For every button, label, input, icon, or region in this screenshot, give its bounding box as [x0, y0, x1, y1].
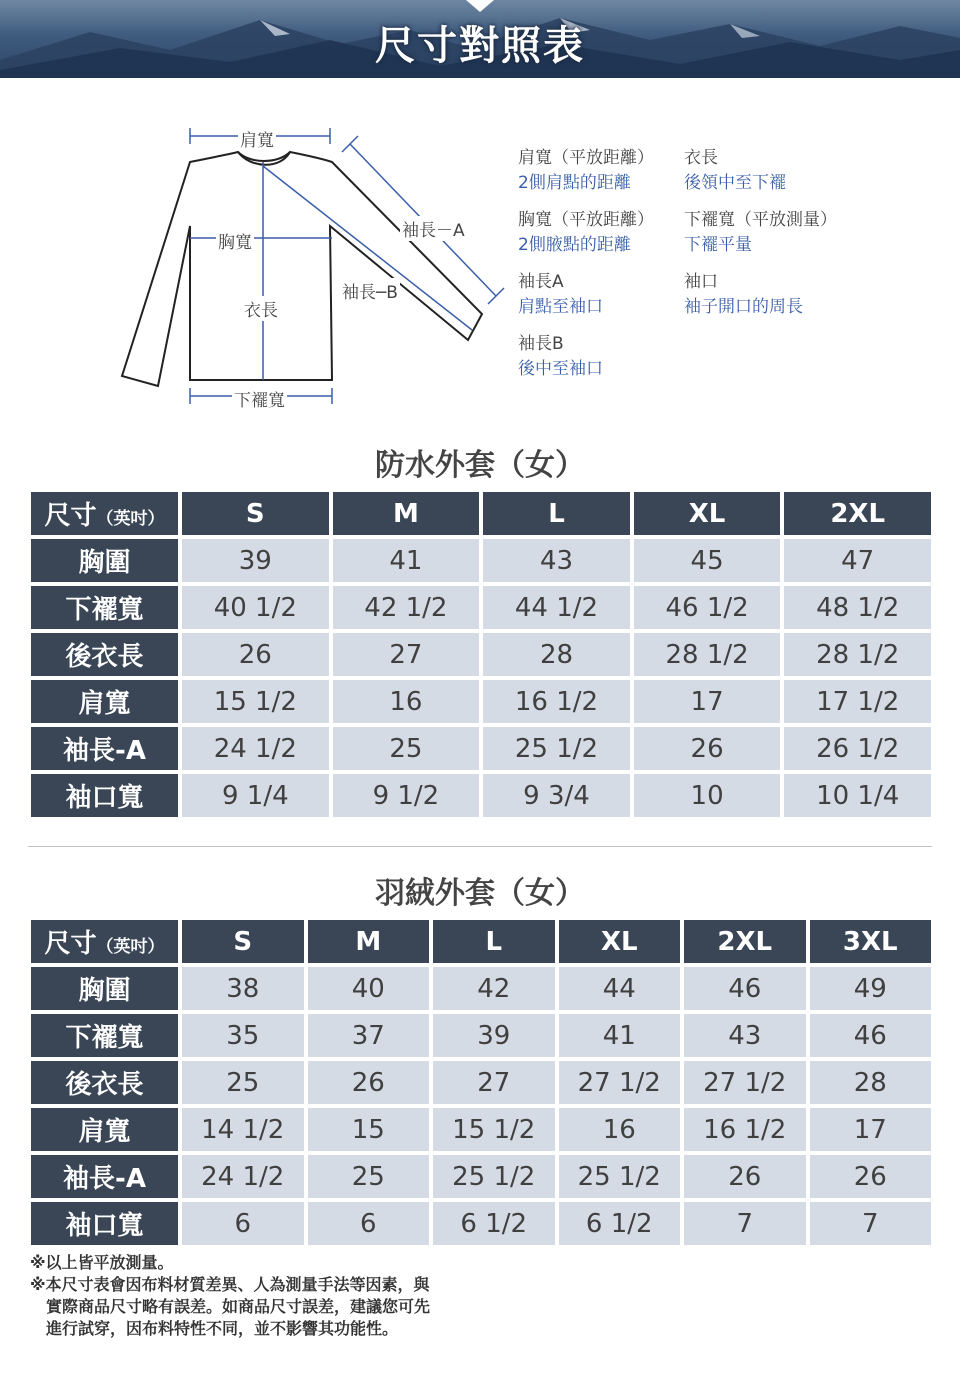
table-cell: 25 1/2	[433, 1155, 555, 1198]
def-shoulder	[518, 146, 698, 196]
down-jacket-size-table	[27, 916, 935, 1249]
def-term: 袖長A	[518, 272, 564, 292]
def-desc: 後領中至下襬	[684, 173, 786, 193]
def-desc: 2側腋點的距離	[518, 235, 631, 255]
row-label: 肩寬	[31, 1108, 178, 1151]
table-cell: 26 1/2	[784, 727, 931, 770]
def-cuff	[684, 270, 864, 320]
table-cell: 15	[308, 1108, 430, 1151]
footnote-line: ※本尺寸表會因布料材質差異、人為測量手法等因素，與	[30, 1275, 430, 1294]
def-desc: 袖子開口的周長	[684, 297, 803, 317]
table-cell: 28	[483, 633, 630, 676]
corner-unit: （英吋）	[96, 509, 165, 529]
table-cell: 38	[182, 967, 304, 1010]
table-cell: 7	[684, 1202, 806, 1245]
table-cell: 40	[308, 967, 430, 1010]
table-cell: 15 1/2	[182, 680, 329, 723]
size-header: 2XL	[784, 492, 931, 535]
row-label: 後衣長	[31, 633, 178, 676]
table-cell: 41	[559, 1014, 681, 1057]
def-sleeve-b	[518, 332, 698, 382]
table-cell: 26	[182, 633, 329, 676]
table-cell: 44 1/2	[483, 586, 630, 629]
def-desc: 2側肩點的距離	[518, 173, 631, 193]
size-header: L	[483, 492, 630, 535]
table-cell: 26	[634, 727, 781, 770]
row-label: 胸圍	[31, 539, 178, 582]
row-label: 肩寬	[31, 680, 178, 723]
row-label: 袖口寬	[31, 1202, 178, 1245]
table-cell: 6 1/2	[433, 1202, 555, 1245]
table-cell: 39	[433, 1014, 555, 1057]
table-cell: 6	[308, 1202, 430, 1245]
table-cell: 48 1/2	[784, 586, 931, 629]
table-cell: 27	[333, 633, 480, 676]
table-row	[31, 1108, 931, 1151]
table-cell: 25	[308, 1155, 430, 1198]
table-cell: 14 1/2	[182, 1108, 304, 1151]
corner-unit: （英吋）	[96, 937, 165, 957]
table-cell: 16	[559, 1108, 681, 1151]
def-term: 袖長B	[518, 334, 564, 354]
table-cell: 47	[784, 539, 931, 582]
table-cell: 25 1/2	[559, 1155, 681, 1198]
row-label: 袖口寬	[31, 774, 178, 817]
table-cell: 16	[333, 680, 480, 723]
table-cell: 26	[308, 1061, 430, 1104]
table-cell: 16 1/2	[483, 680, 630, 723]
table2-title: 羽絨外套（女）	[375, 876, 585, 911]
def-term: 肩寬（平放距離）	[518, 148, 654, 168]
table-cell: 27 1/2	[559, 1061, 681, 1104]
def-hem	[684, 208, 864, 258]
table-row	[31, 1061, 931, 1104]
label-chest: 胸寬	[216, 228, 254, 253]
footnote-line: 進行試穿，因布料特性不同，並不影響其功能性。	[30, 1319, 399, 1338]
def-desc: 肩點至袖口	[518, 297, 603, 317]
row-label: 下襬寬	[31, 1014, 178, 1057]
table-cell: 7	[810, 1202, 932, 1245]
table-cell: 37	[308, 1014, 430, 1057]
label-hem: 下襬寬	[232, 386, 287, 411]
def-term: 下襬寬（平放測量）	[684, 210, 837, 230]
jacket-outline-icon	[110, 118, 510, 418]
table-row	[31, 586, 931, 629]
table-cell: 15 1/2	[433, 1108, 555, 1151]
corner-header	[31, 920, 178, 963]
row-label: 下襬寬	[31, 586, 178, 629]
label-shoulder: 肩寬	[238, 126, 276, 151]
table-cell: 28 1/2	[784, 633, 931, 676]
table-row	[31, 967, 931, 1010]
row-label: 袖長-A	[31, 1155, 178, 1198]
table-cell: 41	[333, 539, 480, 582]
table-cell: 25 1/2	[483, 727, 630, 770]
size-header: S	[182, 920, 304, 963]
table-cell: 17 1/2	[784, 680, 931, 723]
label-sleeve-a: 袖長－A	[400, 216, 467, 241]
size-header: 2XL	[684, 920, 806, 963]
size-header: M	[333, 492, 480, 535]
table-cell: 27 1/2	[684, 1061, 806, 1104]
corner-label: 尺寸	[44, 929, 97, 959]
banner-notch	[466, 0, 494, 12]
def-term: 袖口	[684, 272, 718, 292]
table-cell: 46	[684, 967, 806, 1010]
row-label: 後衣長	[31, 1061, 178, 1104]
table-cell: 28	[810, 1061, 932, 1104]
table-cell: 17	[810, 1108, 932, 1151]
def-sleeve-a	[518, 270, 698, 320]
table-cell: 40 1/2	[182, 586, 329, 629]
def-desc: 下襬平量	[684, 235, 752, 255]
def-term: 衣長	[684, 148, 718, 168]
table-cell: 10	[634, 774, 781, 817]
header-banner	[0, 0, 960, 78]
table-cell: 17	[634, 680, 781, 723]
table-cell: 42	[433, 967, 555, 1010]
table-cell: 16 1/2	[684, 1108, 806, 1151]
row-label: 胸圍	[31, 967, 178, 1010]
table-row	[31, 1014, 931, 1057]
table-cell: 25	[333, 727, 480, 770]
table-cell: 43	[483, 539, 630, 582]
section-divider	[28, 846, 932, 847]
table-cell: 6 1/2	[559, 1202, 681, 1245]
table-cell: 24 1/2	[182, 1155, 304, 1198]
table-cell: 28 1/2	[634, 633, 781, 676]
size-header: XL	[559, 920, 681, 963]
table-row	[31, 1155, 931, 1198]
def-term: 胸寬（平放距離）	[518, 210, 654, 230]
table-cell: 46 1/2	[634, 586, 781, 629]
table-cell: 24 1/2	[182, 727, 329, 770]
table-cell: 9 1/2	[333, 774, 480, 817]
table-row	[31, 727, 931, 770]
table-row	[31, 680, 931, 723]
size-header: XL	[634, 492, 781, 535]
size-header: 3XL	[810, 920, 932, 963]
table-cell: 39	[182, 539, 329, 582]
table-row	[31, 1202, 931, 1245]
page-title: 尺寸對照表	[375, 23, 585, 69]
garment-diagram	[110, 118, 510, 418]
footnotes	[30, 1252, 430, 1340]
size-header: M	[308, 920, 430, 963]
table-row	[31, 539, 931, 582]
waterproof-jacket-size-table	[27, 488, 935, 821]
table-cell: 10 1/4	[784, 774, 931, 817]
table1-title: 防水外套（女）	[375, 448, 585, 483]
def-desc: 後中至袖口	[518, 359, 603, 379]
table-row	[31, 633, 931, 676]
table-cell: 9 3/4	[483, 774, 630, 817]
def-length	[684, 146, 864, 196]
table-cell: 45	[634, 539, 781, 582]
table-cell: 44	[559, 967, 681, 1010]
def-chest	[518, 208, 698, 258]
size-header: S	[182, 492, 329, 535]
table-cell: 9 1/4	[182, 774, 329, 817]
size-header: L	[433, 920, 555, 963]
table-header-row	[31, 492, 931, 535]
table-cell: 27	[433, 1061, 555, 1104]
table-cell: 26	[684, 1155, 806, 1198]
table-cell: 35	[182, 1014, 304, 1057]
table-cell: 43	[684, 1014, 806, 1057]
table-header-row	[31, 920, 931, 963]
table-cell: 46	[810, 1014, 932, 1057]
corner-header	[31, 492, 178, 535]
footnote-line: ※以上皆平放測量。	[30, 1253, 174, 1272]
footnote-line: 實際商品尺寸略有誤差。如商品尺寸誤差，建議您可先	[30, 1297, 431, 1316]
corner-label: 尺寸	[44, 501, 97, 531]
row-label: 袖長-A	[31, 727, 178, 770]
label-length: 衣長	[242, 296, 280, 321]
table-cell: 42 1/2	[333, 586, 480, 629]
label-sleeve-b: 袖長─B	[340, 278, 400, 303]
table-cell: 25	[182, 1061, 304, 1104]
table-cell: 26	[810, 1155, 932, 1198]
table-cell: 6	[182, 1202, 304, 1245]
table-cell: 49	[810, 967, 932, 1010]
table-row	[31, 774, 931, 817]
